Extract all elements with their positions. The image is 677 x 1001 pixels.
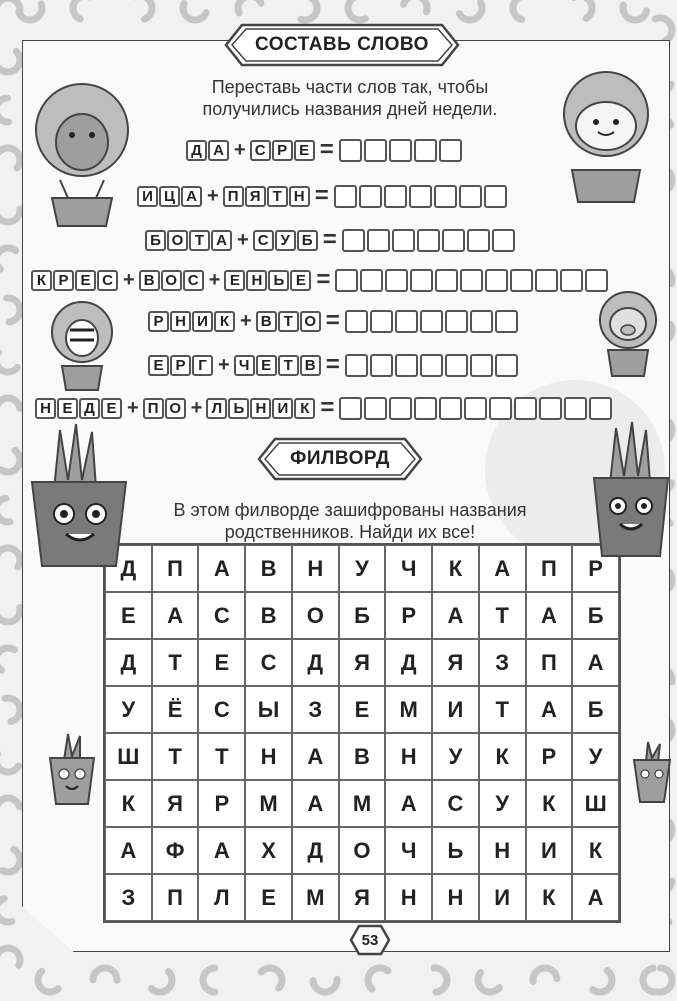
grid-cell[interactable]: Р [198,780,245,827]
grid-cell[interactable]: З [479,639,526,686]
grid-cell[interactable]: П [526,639,573,686]
plus-sign: + [207,184,219,207]
letter-chip: И [137,186,158,207]
letter-chip: Е [148,355,169,376]
grid-cell[interactable]: М [385,686,432,733]
grid-cell[interactable]: З [105,874,152,921]
answer-box[interactable] [435,269,458,292]
answer-box[interactable] [384,185,407,208]
letter-chip: О [161,270,182,291]
grid-cell[interactable]: А [198,545,245,592]
answer-boxes [345,310,520,333]
grid-cell[interactable]: Н [432,874,479,921]
zebra-balloon-icon [42,298,122,394]
plus-sign: + [218,353,230,376]
answer-box[interactable] [345,354,368,377]
letter-chip: С [97,270,118,291]
word-part [206,398,316,419]
grid-cell[interactable]: Н [385,733,432,780]
grid-cell[interactable]: Я [432,639,479,686]
equals-sign: = [316,266,331,293]
answer-box[interactable] [510,269,533,292]
letter-chip: В [256,311,277,332]
answer-box[interactable] [535,269,558,292]
answer-box[interactable] [364,397,387,420]
grid-cell[interactable]: О [339,827,386,874]
answer-boxes [339,139,464,162]
grid-cell[interactable]: А [292,780,339,827]
compose-row [145,228,517,252]
answer-box[interactable] [389,139,412,162]
answer-box[interactable] [445,354,468,377]
grid-cell[interactable]: В [245,592,292,639]
grid-cell[interactable]: Б [572,592,619,639]
grid-cell[interactable]: В [245,545,292,592]
letter-chip: Р [53,270,74,291]
grid-cell[interactable]: Ч [385,545,432,592]
answer-box[interactable] [439,139,462,162]
answer-box[interactable] [439,397,462,420]
grid-cell[interactable]: И [432,686,479,733]
letter-chip: Б [145,230,166,251]
compose-title: СОСТАВЬ СЛОВО [255,34,429,55]
compose-row [148,353,520,377]
answer-box[interactable] [484,185,507,208]
answer-box[interactable] [370,354,393,377]
letter-chip: А [211,230,232,251]
grid-cell[interactable]: И [526,827,573,874]
word-part [145,230,233,251]
grid-cell[interactable]: К [526,874,573,921]
letter-chip: Е [294,140,315,161]
grid-cell[interactable]: Д [105,545,152,592]
grid-cell[interactable]: М [292,874,339,921]
plus-sign: + [208,268,221,291]
answer-box[interactable] [395,310,418,333]
answer-box[interactable] [409,185,432,208]
answer-box[interactable] [339,397,362,420]
answer-box[interactable] [470,354,493,377]
equals-sign: = [319,136,334,163]
word-part [186,140,230,161]
letter-chip: Т [189,230,210,251]
grid-cell[interactable]: Р [526,733,573,780]
answer-box[interactable] [489,397,512,420]
grid-cell[interactable]: Я [152,780,199,827]
answer-box[interactable] [420,354,443,377]
answer-box[interactable] [460,269,483,292]
answer-box[interactable] [339,139,362,162]
grid-cell[interactable]: А [152,592,199,639]
answer-box[interactable] [334,185,357,208]
pig-balloon-icon [592,288,664,380]
answer-boxes [342,229,517,252]
grid-cell[interactable]: У [339,545,386,592]
answer-box[interactable] [589,397,612,420]
grid-cell[interactable]: Н [292,545,339,592]
grid-cell[interactable]: Н [245,733,292,780]
answer-box[interactable] [410,269,433,292]
grid-cell[interactable]: Б [339,592,386,639]
answer-box[interactable] [564,397,587,420]
grid-cell[interactable]: Х [245,827,292,874]
grid-cell[interactable]: А [526,592,573,639]
compose-row [148,309,520,333]
answer-box[interactable] [485,269,508,292]
equals-sign: = [325,307,340,334]
letter-chip: О [165,398,186,419]
grid-cell[interactable]: Д [385,639,432,686]
letter-chip: И [192,311,213,332]
grid-cell[interactable]: М [339,780,386,827]
word-part [256,311,322,332]
plus-sign: + [237,228,249,251]
answer-box[interactable] [345,310,368,333]
answer-box[interactable] [492,229,515,252]
letter-chip: Е [101,398,122,419]
grid-cell[interactable]: Е [339,686,386,733]
grid-cell[interactable]: Е [245,874,292,921]
grid-cell[interactable]: Я [339,874,386,921]
letter-chip: Л [206,398,227,419]
answer-box[interactable] [445,310,468,333]
answer-box[interactable] [560,269,583,292]
compose-title-banner [224,23,460,67]
wordsearch-title-banner [257,437,423,481]
answer-box[interactable] [360,269,383,292]
wordsearch-title: ФИЛВОРД [290,448,390,469]
answer-box[interactable] [395,354,418,377]
grid-cell[interactable]: В [339,733,386,780]
wordsearch-instruction-line2: родственников. Найди их все! [224,522,476,542]
letter-chip: Ь [228,398,249,419]
letter-chip: Е [224,270,245,291]
answer-box[interactable] [414,397,437,420]
word-part [148,355,214,376]
grid-cell[interactable]: Н [479,827,526,874]
answer-box[interactable] [467,229,490,252]
grid-cell[interactable]: С [245,639,292,686]
answer-boxes [335,269,610,292]
grid-cell[interactable]: Б [572,686,619,733]
small-plant-left-icon [46,730,98,806]
grid-cell[interactable]: А [198,827,245,874]
answer-box[interactable] [370,310,393,333]
grid-cell[interactable]: Т [152,733,199,780]
letter-chip: Н [35,398,56,419]
plant-pot-right-icon [588,420,672,560]
letter-chip: К [294,398,315,419]
letter-chip: У [275,230,296,251]
equals-sign: = [314,182,329,209]
grid-cell[interactable]: Ф [152,827,199,874]
grid-cell[interactable]: С [198,592,245,639]
compose-instruction-line2: получились названия дней недели. [202,99,498,119]
grid-cell[interactable]: Т [479,592,526,639]
grid-cell[interactable]: Т [198,733,245,780]
letter-chip: С [183,270,204,291]
answer-box[interactable] [470,310,493,333]
word-part [139,270,205,291]
answer-box[interactable] [385,269,408,292]
letter-chip: К [31,270,52,291]
grid-cell[interactable]: Е [198,639,245,686]
grid-cell[interactable]: Д [292,827,339,874]
grid-cell[interactable]: П [526,545,573,592]
answer-box[interactable] [459,185,482,208]
letter-chip: Д [186,140,207,161]
letter-chip: Т [267,186,288,207]
answer-box[interactable] [335,269,358,292]
wordsearch-instruction-line1: В этом филворде зашифрованы названия [173,500,527,520]
grid-cell[interactable]: Ь [432,827,479,874]
wordsearch-grid [103,543,621,923]
letter-chip: И [272,398,293,419]
grid-cell[interactable]: Ч [385,827,432,874]
word-part [223,186,311,207]
word-part [35,398,123,419]
letter-chip: Ч [234,355,255,376]
grid-cell[interactable]: У [105,686,152,733]
letter-chip: П [143,398,164,419]
grid-cell[interactable]: Е [105,592,152,639]
grid-cell[interactable]: И [479,874,526,921]
answer-box[interactable] [389,397,412,420]
answer-boxes [339,397,614,420]
letter-chip: Н [250,398,271,419]
plus-sign: + [240,309,252,332]
letter-chip: К [214,311,235,332]
grid-cell[interactable]: А [105,827,152,874]
grid-cell[interactable]: П [152,545,199,592]
answer-box[interactable] [442,229,465,252]
grid-cell[interactable]: Н [385,874,432,921]
letter-chip: Р [148,311,169,332]
answer-box[interactable] [342,229,365,252]
word-part [224,270,312,291]
plant-pot-left-icon [24,420,134,570]
grid-cell[interactable]: А [385,780,432,827]
grid-cell[interactable]: Я [339,639,386,686]
grid-cell[interactable]: Т [479,686,526,733]
letter-chip: Я [245,186,266,207]
letter-chip: Т [278,355,299,376]
letter-chip: П [223,186,244,207]
word-part [143,398,187,419]
letter-chip: С [250,140,271,161]
letter-chip: Е [75,270,96,291]
answer-box[interactable] [417,229,440,252]
grid-cell[interactable]: С [432,780,479,827]
compose-row [31,268,610,292]
letter-chip: В [300,355,321,376]
answer-box[interactable] [434,185,457,208]
letter-chip: Н [246,270,267,291]
grid-cell[interactable]: Р [572,545,619,592]
letter-chip: Б [297,230,318,251]
page-number: 53 [361,931,379,949]
grid-cell[interactable]: А [479,545,526,592]
compose-row [186,138,464,162]
word-part [253,230,319,251]
grid-cell[interactable]: Д [105,639,152,686]
equals-sign: = [322,226,337,253]
grid-cell[interactable]: Ш [572,780,619,827]
letter-chip: О [167,230,188,251]
answer-box[interactable] [420,310,443,333]
grid-cell[interactable]: М [245,780,292,827]
letter-chip: Е [256,355,277,376]
grid-cell[interactable]: К [572,827,619,874]
grid-cell[interactable]: А [572,874,619,921]
small-plant-right-icon [630,738,674,804]
answer-box[interactable] [539,397,562,420]
grid-cell[interactable]: А [526,686,573,733]
answer-box[interactable] [367,229,390,252]
grid-cell[interactable]: Ы [245,686,292,733]
grid-cell[interactable]: Р [385,592,432,639]
word-part [137,186,203,207]
plus-sign: + [190,396,203,419]
grid-cell[interactable]: С [198,686,245,733]
grid-cell[interactable]: К [526,780,573,827]
equals-sign: = [325,351,340,378]
grid-cell[interactable]: Л [198,874,245,921]
grid-cell[interactable]: Т [152,639,199,686]
compose-row [137,184,509,208]
grid-cell[interactable]: К [479,733,526,780]
answer-boxes [345,354,520,377]
grid-cell[interactable]: Ш [105,733,152,780]
grid-cell[interactable]: З [292,686,339,733]
grid-cell[interactable]: П [152,874,199,921]
grid-cell[interactable]: А [432,592,479,639]
compose-instruction-line1: Переставь части слов так, чтобы [211,77,489,97]
grid-cell[interactable]: У [479,780,526,827]
letter-chip: Г [192,355,213,376]
letter-chip: В [139,270,160,291]
compose-row [35,396,614,420]
elephant-balloon-icon [30,80,134,230]
letter-chip: Т [278,311,299,332]
answer-box[interactable] [364,139,387,162]
letter-chip: Ц [159,186,180,207]
grid-cell[interactable]: У [572,733,619,780]
answer-box[interactable] [392,229,415,252]
wordsearch-instruction [140,499,560,543]
grid-cell[interactable]: А [572,639,619,686]
answer-box[interactable] [464,397,487,420]
grid-cell[interactable]: А [292,733,339,780]
letter-chip: Н [289,186,310,207]
plus-sign: + [123,268,135,291]
word-part [250,140,316,161]
word-part [234,355,322,376]
answer-boxes [334,185,509,208]
grid-cell[interactable]: Д [292,639,339,686]
grid-cell[interactable]: Ё [152,686,199,733]
word-part [148,311,236,332]
letter-chip: С [253,230,274,251]
answer-box[interactable] [514,397,537,420]
letter-chip: Ь [268,270,289,291]
compose-instruction [150,76,550,120]
plus-sign: + [127,396,139,419]
grid-cell[interactable]: О [292,592,339,639]
answer-box[interactable] [495,354,518,377]
word-part [31,270,119,291]
grid-cell[interactable]: К [105,780,152,827]
plus-sign: + [234,138,246,161]
letter-chip: Н [170,311,191,332]
letter-chip: Е [290,270,311,291]
grid-cell[interactable]: У [432,733,479,780]
letter-chip: А [208,140,229,161]
letter-chip: Д [79,398,100,419]
answer-box[interactable] [414,139,437,162]
letter-chip: О [300,311,321,332]
equals-sign: = [320,394,335,421]
letter-chip: Р [272,140,293,161]
answer-box[interactable] [359,185,382,208]
page-number-badge [349,924,391,956]
letter-chip: А [181,186,202,207]
grid-cell[interactable]: К [432,545,479,592]
letter-chip: Е [57,398,78,419]
sheep-balloon-icon [556,66,656,206]
letter-chip: Р [170,355,191,376]
answer-box[interactable] [495,310,518,333]
